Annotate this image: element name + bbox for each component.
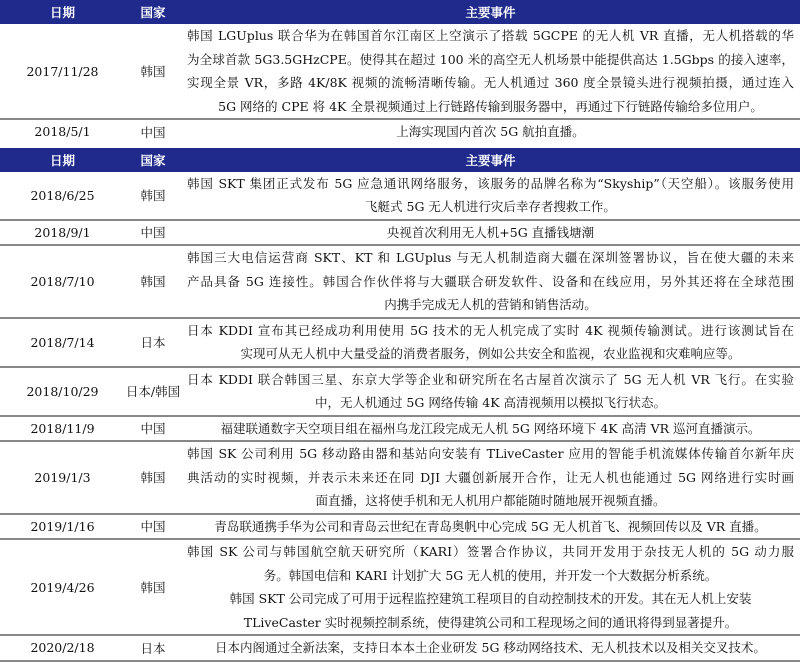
event-date: 2018/11/9	[0, 416, 125, 442]
event-date: 2018/9/1	[0, 220, 125, 246]
table-row	[0, 119, 800, 146]
event-line: 韩国 LGUplus 联合华为在韩国首尔江南区上空演示了搭载 5GCPE 的无人机 VR 直播，无人机搭载的华	[187, 28, 794, 43]
event-line: 产品具备 5G 连接性。韩国合作伙伴将与大疆联合研发软件、设备和在线应用，另外其还将在全球范围	[187, 273, 794, 289]
table-row	[0, 539, 800, 635]
event-line: 为全球首款 5G3.5GHzCPE。使得其在超过 100 米的高空无人机场景中能提供高达 1.5Gbps 的接入速率，	[187, 51, 794, 67]
header-date: 日期	[0, 0, 125, 24]
event-date: 2018/10/29	[0, 367, 125, 416]
event-date: 2020/2/18	[0, 635, 125, 661]
event-date: 2018/7/10	[0, 245, 125, 318]
event-line: 实现可从无人机中大量受益的消费者服务，例如公共安全和监视，农业监视和灾难响应等。	[240, 346, 741, 361]
event-country: 中国	[125, 514, 181, 540]
table-row	[0, 441, 800, 514]
event-description	[181, 416, 800, 442]
event-line: 青岛联通携手华为公司和青岛云世纪在青岛奥帆中心完成 5G 无人机首飞、视频回传以及 VR 直播。	[214, 518, 767, 534]
event-date: 2017/11/28	[0, 24, 125, 119]
event-description	[181, 318, 800, 367]
event-line: 内携手完成无人机的营销和销售活动。	[384, 297, 597, 312]
table-header-row	[0, 0, 800, 24]
event-line: 中，无人机通过 5G 网络传输 4K 高清视频用以模拟飞行状态。	[314, 395, 667, 410]
event-description	[181, 245, 800, 318]
event-description	[181, 172, 800, 220]
event-line: TLiveCaster 实时视频控制系统，使得建筑公司和工程现场之间的通讯将得到显著提升。	[243, 614, 738, 630]
event-date: 2019/1/16	[0, 514, 125, 540]
event-line: 务。韩国电信和 KARI 计划扩大 5G 无人机的使用，并开发一个大数据分析系统。	[263, 567, 718, 583]
table-row	[0, 24, 800, 119]
event-country: 韩国	[125, 441, 181, 514]
table-row	[0, 416, 800, 442]
event-date: 2018/5/1	[0, 119, 125, 146]
event-line: 韩国 SK 公司利用 5G 移动路由器和基站向安装有 TLiveCaster 应用的智能手机流媒体传输首尔新年庆	[187, 446, 794, 461]
event-description	[181, 24, 800, 119]
event-line: 韩国 SK 公司与韩国航空航天研究所（KARI）签署合作协议，共同开发用于杂技无人机的 5G 动力服	[187, 544, 794, 559]
event-country: 韩国	[125, 172, 181, 220]
event-line: 日本内阁通过全新法案，支持日本本土企业研发 5G 移动网络技术、无人机技术以及相关交叉技术。	[215, 640, 766, 655]
event-country: 韩国	[125, 245, 181, 318]
event-line: 5G 网络的 CPE 将 4K 全景视频通过上行链路传输到服务器中，再通过下行链路传输给多位用户。	[218, 98, 763, 114]
event-date: 2019/1/3	[0, 441, 125, 514]
event-line: 央视首次利用无人机+5G 直播钱塘潮	[386, 224, 595, 240]
event-line: 面直播，这将使手机和无人机用户都能随时随地展开视频直播。	[315, 493, 666, 508]
table-row	[0, 220, 800, 246]
event-line: 韩国 SKT 公司完成了可用于远程监控建筑工程项目的自动控制技术的开发。其在无人机上安装	[229, 591, 752, 606]
header-country: 国家	[125, 146, 181, 172]
event-country: 韩国	[125, 24, 181, 119]
header-event: 主要事件	[181, 0, 800, 24]
event-country: 日本	[125, 318, 181, 367]
table-row	[0, 172, 800, 220]
event-line: 实现全景 VR，多路 4K/8K 视频的流畅清晰传输。无人机通过 360 度全景镜头进行视频拍摄，通过连入	[187, 75, 794, 90]
event-date: 2018/7/14	[0, 318, 125, 367]
event-description	[181, 441, 800, 514]
table-row	[0, 514, 800, 540]
event-line: 福建联通数字天空项目组在福州乌龙江段完成无人机 5G 网络环境下 4K 高清 VR 巡河直播演示。	[220, 420, 761, 436]
event-country: 中国	[125, 220, 181, 246]
table-row	[0, 367, 800, 416]
event-description	[181, 539, 800, 635]
event-line: 上海实现国内首次 5G 航拍直播。	[396, 124, 585, 139]
header-country: 国家	[125, 0, 181, 24]
table-row	[0, 318, 800, 367]
event-line: 日本 KDDI 联合韩国三星、东京大学等企业和研究所在名古屋首次演示了 5G 无人机 VR 飞行。在实验	[187, 371, 794, 387]
event-country: 日本	[125, 635, 181, 661]
event-description	[181, 635, 800, 661]
event-line: 飞艇式 5G 无人机进行灾后幸存者搜救工作。	[365, 199, 616, 214]
event-line: 典活动的实时视频，并表示未来还在同 DJI 大疆创新展开合作，让无人机也能通过 5G 网络进行实时画	[187, 469, 794, 485]
event-date: 2019/4/26	[0, 539, 125, 635]
event-country: 韩国	[125, 539, 181, 635]
table-row	[0, 245, 800, 318]
event-country: 中国	[125, 119, 181, 146]
header-event: 主要事件	[181, 146, 800, 172]
table-row	[0, 635, 800, 661]
table-header-row	[0, 146, 800, 172]
event-line: 韩国三大电信运营商 SKT、KT 和 LGUplus 与无人机制造商大疆在深圳签署协议，旨在使大疆的未来	[187, 250, 794, 265]
event-description	[181, 119, 800, 146]
event-description	[181, 220, 800, 246]
event-country: 中国	[125, 416, 181, 442]
event-description	[181, 514, 800, 540]
header-date: 日期	[0, 146, 125, 172]
event-line: 日本 KDDI 宣布其已经成功利用使用 5G 技术的无人机完成了实时 4K 视频传输测试。进行该测试旨在	[187, 322, 794, 338]
event-description	[181, 367, 800, 416]
event-date: 2018/6/25	[0, 172, 125, 220]
event-country: 日本/韩国	[125, 367, 181, 416]
event-line: 韩国 SKT 集团正式发布 5G 应急通讯网络服务，该服务的品牌名称为“Skyship”（天空船）。该服务使用	[187, 175, 794, 191]
